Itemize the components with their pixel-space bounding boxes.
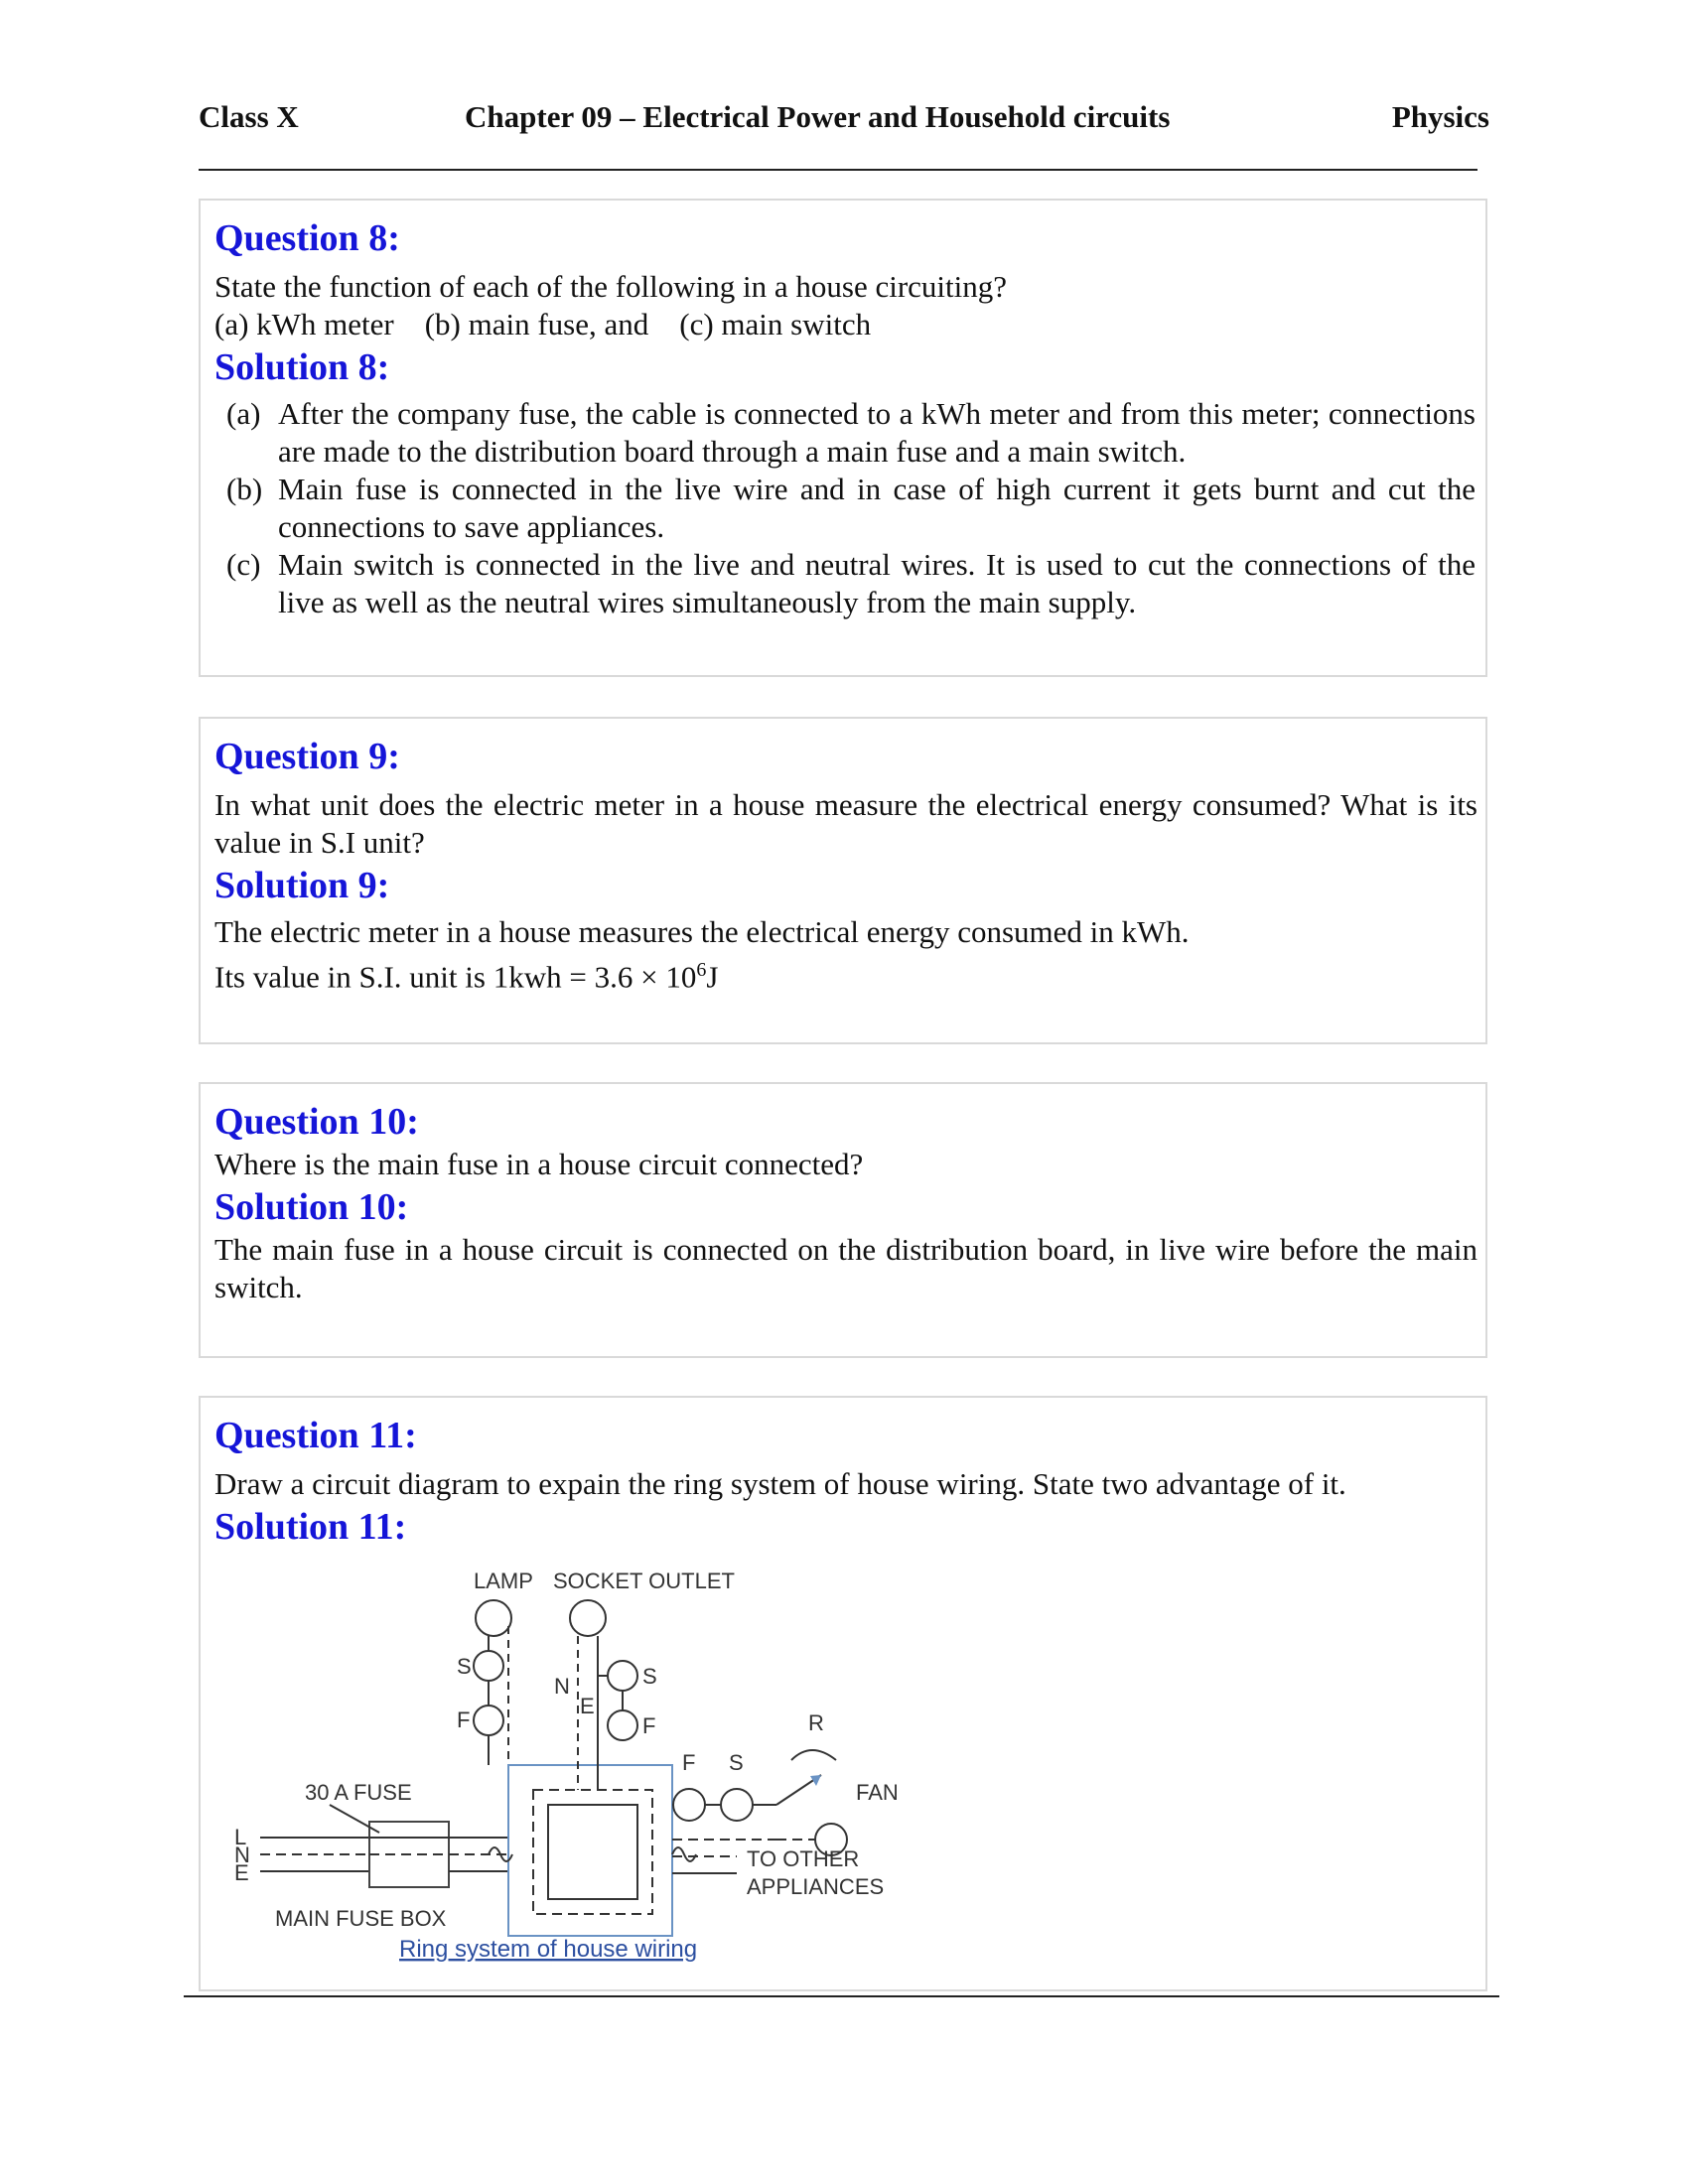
item-text: After the company fuse, the cable is connected to a kWh meter and from this meter; connections are made to the distribution board through a main fuse and a main switch. — [278, 396, 1476, 469]
question-11-text: Draw a circuit diagram to expain the ring system of house wiring. State two advantage of it. — [214, 1466, 1346, 1501]
appliances-label: APPLIANCES — [747, 1874, 885, 1899]
solution-9-answer-line2 — [214, 951, 718, 996]
solution-10-answer: The main fuse in a house circuit is connected on the distribution board, in live wire before the main switch. — [214, 1232, 1477, 1304]
line-l-label: L — [234, 1825, 247, 1849]
diagram-caption: Ring system of house wiring — [399, 1936, 698, 1963]
item-text: Main fuse is connected in the live wire and in case of high current it gets burnt and cut the connections to save appliances. — [278, 472, 1476, 544]
answer-prefix: Its value in S.I. unit is 1kwh = 3.6 × 10 — [214, 959, 697, 995]
lamp-switch-label: S — [457, 1654, 472, 1679]
line-e-label: E — [234, 1860, 249, 1885]
solution-9-title: Solution 9: — [214, 865, 390, 906]
main-fuse-box-label: MAIN FUSE BOX — [275, 1906, 447, 1931]
solution-11-title: Solution 11: — [214, 1506, 407, 1548]
ring-system-diagram — [220, 1567, 935, 1983]
socket-neutral-label: N — [554, 1674, 570, 1699]
question-8-text-line2: (a) kWh meter (b) main fuse, and (c) main switch — [214, 307, 872, 341]
solution-10-title: Solution 10: — [214, 1186, 409, 1228]
item-label: (b) — [226, 472, 263, 506]
header-divider — [199, 169, 1477, 171]
to-other-label: TO OTHER — [747, 1846, 860, 1871]
socket-outlet-label: SOCKET OUTLET — [553, 1569, 735, 1593]
solution-8-item-b — [226, 471, 1476, 546]
fan-fuse-label: F — [682, 1750, 696, 1775]
item-label: (a) — [226, 396, 261, 431]
answer-unit: J — [706, 959, 719, 995]
page-header — [199, 99, 1489, 143]
socket-earth-label: E — [580, 1694, 595, 1718]
socket-switch-label: S — [642, 1664, 657, 1689]
subject-label: Physics — [1391, 99, 1489, 134]
fan-switch-label: S — [729, 1750, 744, 1775]
line-n-label: N — [234, 1843, 250, 1867]
fuse-30a-label: 30 A FUSE — [305, 1780, 412, 1805]
answer-exponent: 6 — [696, 959, 707, 981]
solution-8-title: Solution 8: — [214, 346, 390, 388]
question-9-text: In what unit does the electric meter in a house measure the electrical energy consumed? What is its value in S.I unit? — [214, 787, 1477, 860]
question-10-box — [199, 1082, 1487, 1358]
question-10-text: Where is the main fuse in a house circuit connected? — [214, 1147, 864, 1181]
item-label: (c) — [226, 547, 261, 582]
class-label: Class X — [199, 99, 299, 134]
item-text: Main switch is connected in the live and neutral wires. It is used to cut the connections of the live as well as the neutral wires simultaneously from the main supply. — [278, 547, 1476, 619]
question-10-title: Question 10: — [214, 1101, 419, 1143]
lamp-label: LAMP — [474, 1569, 533, 1593]
regulator-label: R — [808, 1710, 824, 1735]
footer-divider — [184, 1995, 1499, 1997]
solution-8-item-c — [226, 546, 1476, 621]
question-11-box — [199, 1396, 1487, 1991]
solution-9-answer-line1: The electric meter in a house measures the electrical energy consumed in kWh. — [214, 914, 1190, 949]
lamp-fuse-label: F — [457, 1707, 471, 1732]
socket-fuse-label: F — [642, 1713, 656, 1738]
question-11-title: Question 11: — [214, 1415, 417, 1456]
question-9-box — [199, 717, 1487, 1044]
fan-label: FAN — [856, 1780, 899, 1805]
question-8-box — [199, 199, 1487, 677]
solution-8-item-a — [226, 395, 1476, 471]
chapter-title: Chapter 09 – Electrical Power and Household circuits — [465, 99, 1171, 134]
question-9-title: Question 9: — [214, 736, 400, 777]
question-8-title: Question 8: — [214, 217, 400, 259]
question-8-text-line1: State the function of each of the following in a house circuiting? — [214, 269, 1008, 304]
